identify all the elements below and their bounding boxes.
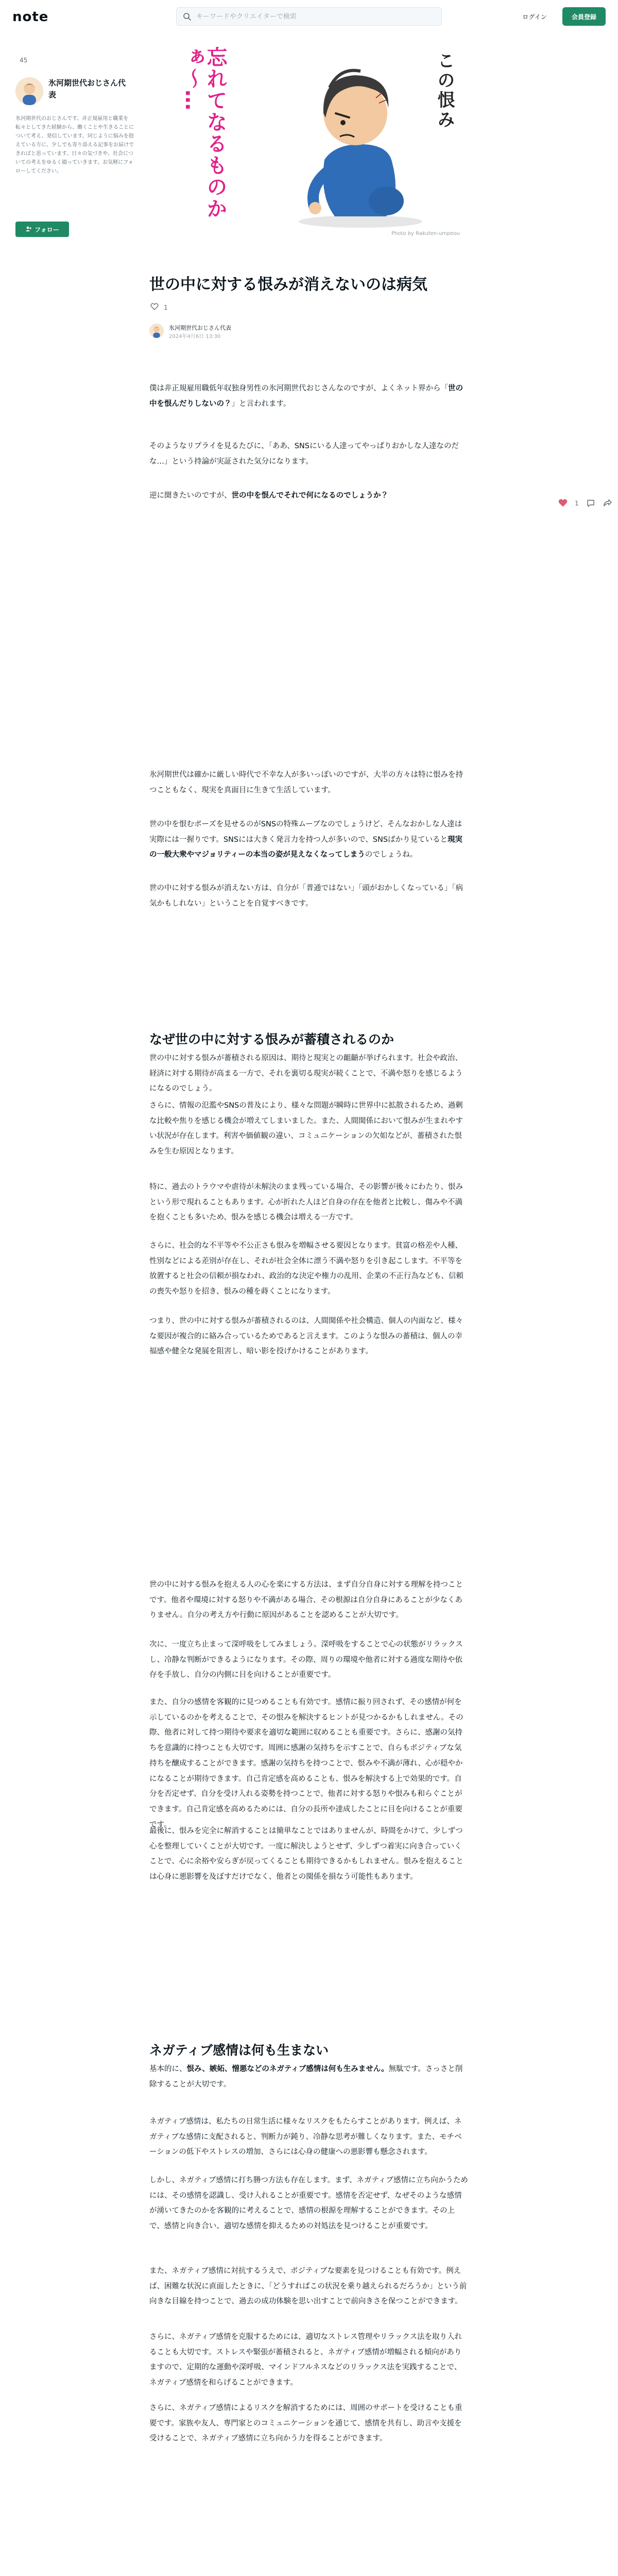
paragraph: さらに、社会的な不平等や不公正さも恨みを増幅させる要因となります。貧富の格差や人種、性別などによる差別が存在し、それが社会全体に漂う不満や怒りを引き起こします。不平等を放置すると社会の信頼が損なわれ、政治的な決定や権力の乱用、企業の不正行為なども、信頼の喪失や怒りを招き、恨みの種を蒔くことになります。 [149, 1242, 464, 1296]
follow-button[interactable] [15, 222, 69, 237]
section-heading: なぜ世の中に対する恨みが蓄積されるのか [149, 1032, 394, 1047]
follow-label: フォロー [35, 226, 59, 233]
avatar-illustration [15, 77, 43, 105]
byline-avatar[interactable] [149, 324, 164, 338]
paragraph: 次に、一度立ち止まって深呼吸をしてみましょう。深呼吸をすることで心の状態がリラックスし、冷静な判断ができるようになります。その際、周りの環境や他者に対する過度な期待や依存を手放し、自分の内側に目を向けることが重要です。 [149, 1640, 463, 1680]
hero-caption-2: 忘れてなるものかぁ〜… [181, 46, 227, 219]
article-title: 世の中に対する恨みが消えないのは病気 [149, 276, 427, 294]
paragraph: また、自分の感情を客観的に見つめることも有効です。感情に振り回されず、その感情が何を示しているのかを考えることで、その恨みを解決するヒントが見つかるかもしれません。その際、他者に対して持つ期待や要求を適切な範囲に収めることも重要です。さらに、感謝の気持ちを意識的に持つことも大切です。周囲に感謝の気持ちを示すことで、自らもポジティブな気持ちを醸成することができます。感謝の気持ちを持つことで、恨みや不満が薄れ、心が穏やかになることが期待できます。自己肯定感を高めることも、恨みを解決する上で効果的です。自分を否定せず、自分を受け入れる姿勢を持つことで、他者に対する怒りや恨みも和らぐことができます。自己肯定感を高めるためには、自分の長所や達成したことに目を向けることが重要です。 [149, 1698, 464, 1829]
paragraph: 世の中に対する恨みが蓄積される原因は、期待と現実との齟齬が挙げられます。社会や政治、経済に対する期待が高まる一方で、それを裏切る現実が続くことで、不満や怒りを感じるようになるのでしょう。 [149, 1054, 463, 1093]
header-image [144, 31, 474, 242]
paragraph: 特に、過去のトラウマや虐待が未解決のまま残っている場合、その影響が後々にわたり、恨みという形で現れることもあります。心が折れた人ほど自身の存在を他者と比較し、傷みや不満を抱くことも多いため、恨みを感じる機会は増える一方です。 [149, 1183, 463, 1222]
floating-actions [558, 499, 612, 508]
signup-button[interactable]: 会員登録 [562, 7, 606, 26]
paragraph: 最後に、恨みを完全に解消することは簡単なことではありませんが、時間をかけて、少しずつ心を整理していくことが大切です。一度に解決しようとせず、少しずつ着実に向き合っていくことで、心に余裕や安らぎが戻ってくることも期待できるかもしれません。恨みを抱えることは心身に悪影響を及ぼすだけでなく、他者との関係を損なう可能性もあります。 [149, 1827, 464, 1882]
paragraph: 僕は非正規雇用職低年収独身男性の氷河期世代おじさんなのですが、よくネット界から「世の中を恨んだりしないの？」と言われます。 [149, 384, 463, 408]
author-avatar[interactable] [15, 77, 43, 105]
paragraph: 氷河期世代は確かに厳しい時代で不幸な人が多いっぽいのですが、大半の方々は特に恨みを持つこともなく、現実を真面目に生きて生活しています。 [149, 771, 463, 794]
publish-date: 2024年4月6日 13:30 [169, 334, 221, 340]
paragraph: そのようなリプライを見るたびに、「ああ、SNSにいる人達ってやっぱりおかしな人達なのだな…」という持論が実証された気分になります。 [149, 442, 459, 466]
paragraph: 世の中を恨むポーズを見せるのがSNSの特殊ムーブなのでしょうけど、そんなおかしな人達は実際には一握りです。SNSには大きく発言力を持つ人が多いので、SNSばかり見ていると現実の一般大衆やマジョリティーの本当の姿が見えなくなってしまうのでしょうね。 [149, 820, 463, 859]
share-icon[interactable] [603, 499, 612, 508]
like-row-top [150, 303, 168, 312]
hero-caption-1: この恨み [434, 52, 455, 130]
paragraph: さらに、情報の氾濫やSNSの普及により、様々な問題が瞬時に世界中に拡散されるため、過剰な比較や焦りを感じる機会が増えてしまいました。また、人間関係において恨みが生まれやすい状況が存在します。利害や価値観の違い、コミュニケーションの欠如などが、蓄積された恨みを生む原因となります。 [149, 1101, 463, 1156]
comment-icon[interactable] [586, 499, 595, 508]
note-logo[interactable]: note [12, 9, 49, 25]
search-icon [183, 12, 191, 21]
paragraph: また、ネガティブ感情に対抗するうえで、ポジティブな要素を見つけることも有効です。例えば、困難な状況に直面したときに、「どうすればこの状況を乗り越えられるだろうか」という前向きな目線を持つことで、過去の成功体験を思い出すことで前向きさを保つことができます。 [149, 2267, 467, 2306]
section-heading: ネガティブ感情は何も生まない [149, 2043, 329, 2058]
search-box[interactable] [176, 7, 442, 26]
heart-filled-icon[interactable] [558, 499, 568, 508]
author-bio: 氷河期世代のおじさんです。非正規雇用と職業を転々としてきた経験から、働くことや生きることについて考え、発信しています。同じように悩みを抱えている方に、少しでも寄り添える記事をお届けできればと思っています。日々の気づきや、社会についての考えをゆるく綴っていきます。お気軽にフォローしてください。 [15, 116, 134, 174]
magazine-count: 45 [20, 57, 28, 64]
float-like-count[interactable]: 1 [575, 500, 579, 507]
paragraph: 世の中に対する恨みを抱える人の心を楽にする方法は、まず自分自身に対する理解を持つことです。他者や環境に対する怒りや不満がある場合、その根源は自分自身にあることが少なくありません。自分の考え方や行動に原因があることを認めることが大切です。 [149, 1581, 463, 1620]
paragraph: ネガティブ感情は、私たちの日常生活に様々なリスクをもたらすことがあります。例えば、ネガティブな感情に支配されると、判断力が鈍り、冷静な思考が難しくなります。また、モチベーションの低下やストレスの増加、さらには心身の健康への悪影響も懸念されます。 [149, 2117, 462, 2157]
paragraph: 基本的に、恨み、嫉妬、憎悪などのネガティブ感情は何も生みません。無駄です。さっさと削除することが大切です。 [149, 2065, 463, 2089]
login-button[interactable]: ログイン [522, 13, 547, 21]
paragraph: さらに、ネガティブ感情を克服するためには、適切なストレス管理やリラックス法を取り入れることも大切です。ストレスや緊張が蓄積されると、ネガティブ感情が増幅される傾向がありますので、定期的な運動や深呼吸、マインドフルネスなどのリラックス法を実践することで、ネガティブ感情を和らげることができます。 [149, 2333, 462, 2387]
photo-credit: Photo by Rakuten-umpeou [391, 231, 460, 236]
paragraph: さらに、ネガティブ感情によるリスクを解消するためには、周囲のサポートを受けることも重要です。家族や友人、専門家とのコミュニケーションを通じて、感情を共有し、助言や支援を受けることで、ネガティブ感情に立ち向かう力を得ることができます。 [149, 2404, 462, 2443]
paragraph: 逆に聞きたいのですが、世の中を恨んでそれで何になるのでしょうか？ [149, 492, 388, 500]
paragraph: つまり、世の中に対する恨みが蓄積されるのは、人間関係や社会構造、個人の内面など、様々な要因が複合的に絡み合っているためであると言えます。このような恨みの蓄積は、個人の幸福感や健全な発展を阻害し、暗い影を投げかけることがあります。 [149, 1317, 463, 1356]
paragraph: しかし、ネガティブ感情に打ち勝つ方法も存在します。まず、ネガティブ感情に立ち向かうためには、その感情を認識し、受け入れることが重要です。感情を否定せず、なぜそのような感情が湧いてきたのかを客観的に考えることで、感情の根源を理解することができます。その上で、感情と向き合い、適切な感情を抑えるための対処法を見つけることが重要です。 [149, 2176, 468, 2231]
paragraph: 世の中に対する恨みが消えない方は、自分が「普通ではない」「頭がおかしくなっている」「病気かもしれない」ということを自覚すべきです。 [149, 884, 463, 908]
search-input[interactable] [196, 13, 433, 21]
global-header [0, 0, 618, 33]
person-plus-icon [25, 226, 31, 233]
byline-author[interactable]: 氷河期世代おじさん代表 [169, 325, 231, 331]
heart-icon[interactable] [150, 303, 159, 312]
author-name[interactable]: 氷河期世代おじさん代表 [48, 78, 126, 100]
like-count[interactable]: 1 [164, 303, 168, 311]
